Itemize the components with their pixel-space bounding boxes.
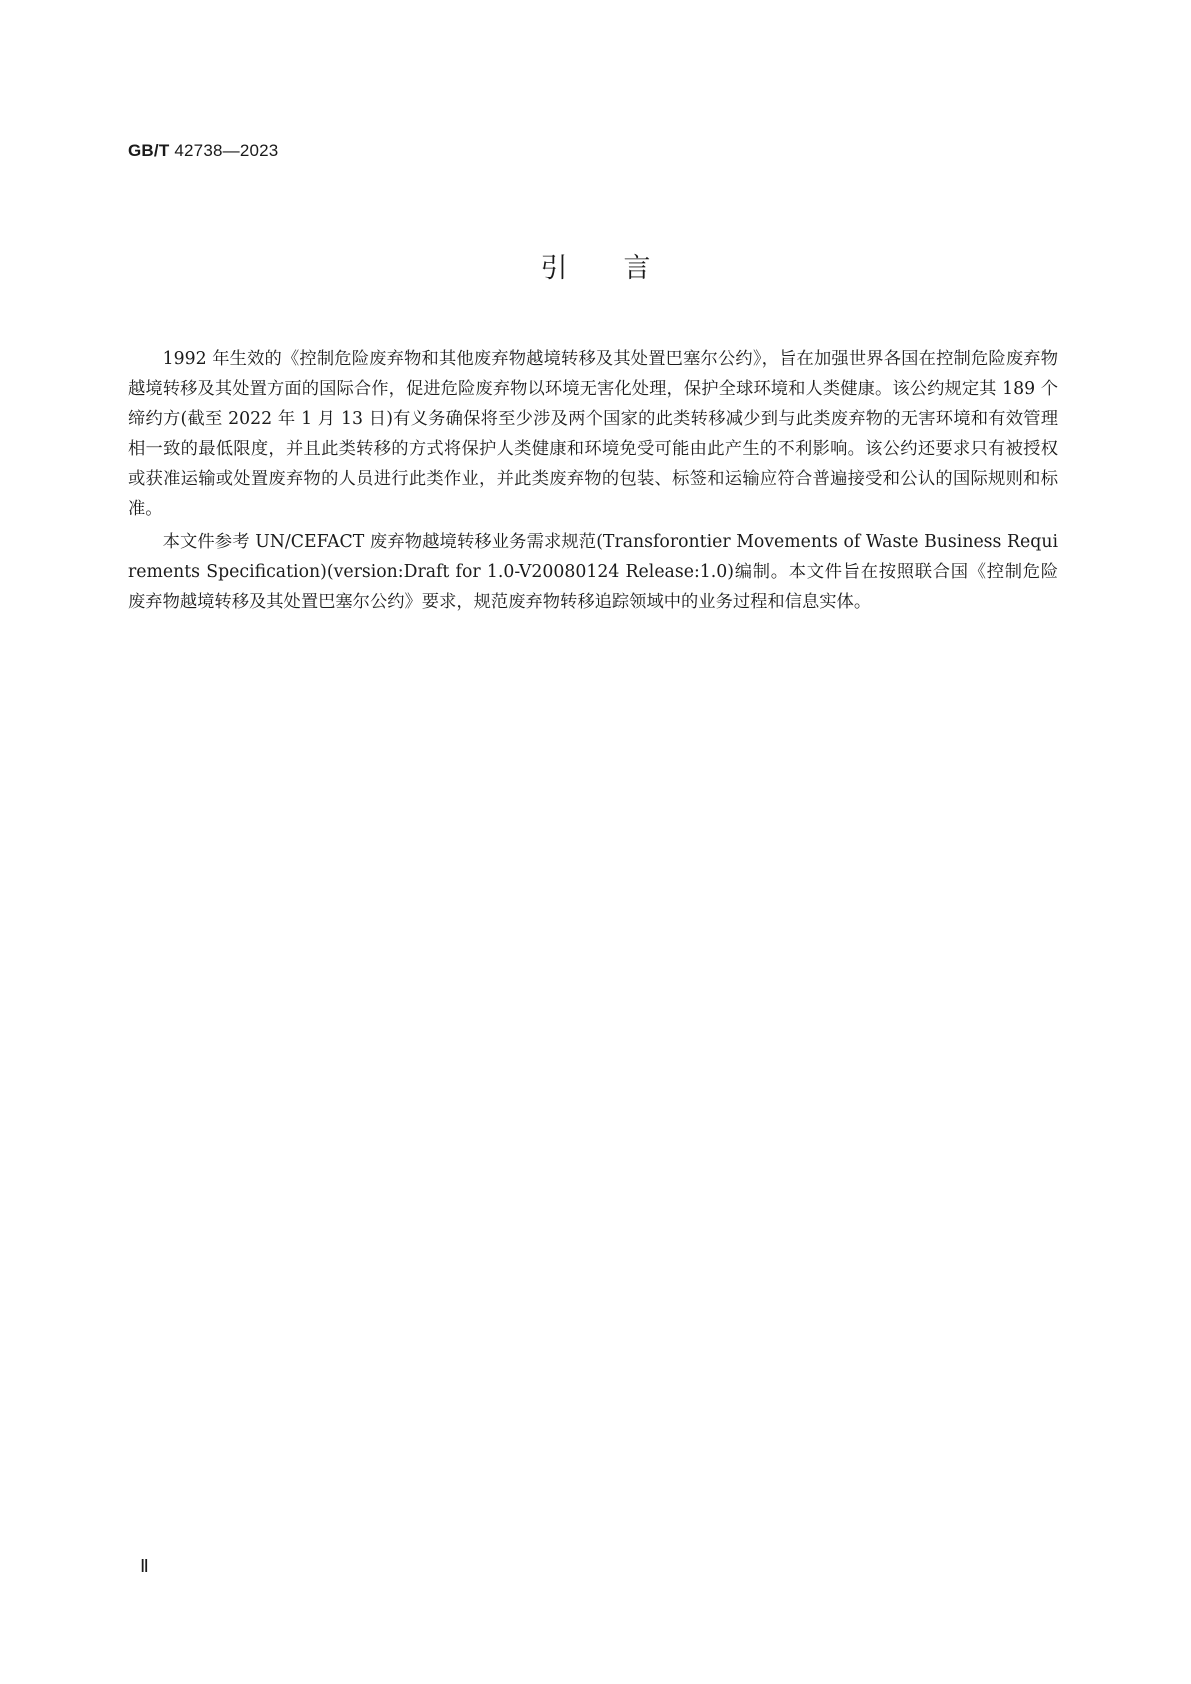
- section-title: 引言: [540, 253, 707, 284]
- document-code-number: 42738—2023: [174, 141, 279, 160]
- paragraph-basel-convention: 1992 年生效的《控制危险废弃物和其他废弃物越境转移及其处置巴塞尔公约》，旨在加强世界各国在控制危险废弃物越境转移及其处置方面的国际合作，促进危险废弃物以环境无害化处理，保护全球环境和人类健康。该公约规定其 189 个缔约方(截至 2022 年 1 月 13 日)有义务确保将至少涉及两个国家的此类转移减少到与此类废弃物的无害环境和有效管理相一致的最低限度，并且此类转移的方式将保护人类健康和环境免受可能由此产生的不利影响。该公约还要求只有被授权或获准运输或处置废弃物的人员进行此类作业，并此类废弃物的包装、标签和运输应符合普遍接受和公认的国际规则和标准。: [128, 349, 1058, 519]
- body-text: [128, 344, 1058, 620]
- document-code-prefix: GB/T: [128, 141, 170, 160]
- page-number: Ⅱ: [140, 1556, 149, 1576]
- document-code: [128, 141, 278, 161]
- paragraph-reference-spec: 本文件参考 UN/CEFACT 废弃物越境转移业务需求规范(Transforontier Movements of Waste Business Requirements Specification)(version:Draft for 1.0-V20080124 Release:1.0)编制。本文件旨在按照联合国《控制危险废弃物越境转移及其处置巴塞尔公约》要求，规范废弃物转移追踪领域中的业务过程和信息实体。: [128, 532, 1058, 612]
